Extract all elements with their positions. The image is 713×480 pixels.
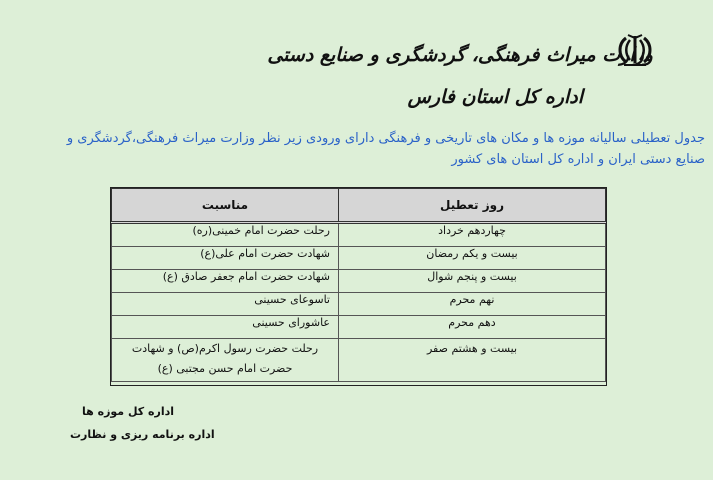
holiday-date-cell: بیست و یکم رمضان — [339, 247, 606, 270]
occasion-cell: رحلت حضرت امام خمینی(ره) — [112, 223, 339, 247]
signature-museums-directorate: اداره کل موزه ها — [82, 405, 175, 418]
occasion-cell: شهادت حضرت امام علی(ع) — [112, 247, 339, 270]
holiday-table — [111, 188, 606, 382]
table-caption: جدول تعطیلی سالیانه موزه ها و مکان های تاریخی و فرهنگی دارای ورودی زیر نظر وزارت میراث فرهنگی،گردشگری و صنایع دستی ایران و اداره کل استان های کشور — [66, 131, 705, 167]
header-holiday-date: روز تعطیل — [339, 189, 606, 223]
signature-planning-office: اداره برنامه ریزی و نظارت — [70, 428, 215, 441]
holiday-date-cell: بیست و هشتم صفر — [339, 339, 606, 382]
occasion-cell: عاشورای حسینی — [112, 316, 339, 339]
holiday-date-cell: چهاردهم خرداد — [339, 223, 606, 247]
holiday-date-cell: دهم محرم — [339, 316, 606, 339]
table-header-row — [112, 189, 606, 223]
table-row — [112, 339, 606, 382]
occasion-cell: تاسوعای حسینی — [112, 293, 339, 316]
directorate-title: اداره کل استان فارس — [407, 86, 583, 108]
holiday-date-cell: بیست و پنجم شوال — [339, 270, 606, 293]
holiday-table-frame — [110, 187, 607, 386]
holiday-date-cell: نهم محرم — [339, 293, 606, 316]
table-row — [112, 270, 606, 293]
header-occasion: مناسبت — [112, 189, 339, 223]
table-row — [112, 223, 606, 247]
table-row — [112, 316, 606, 339]
occasion-cell: شهادت حضرت امام جعفر صادق (ع) — [112, 270, 339, 293]
occasion-cell: رحلت حضرت رسول اکرم(ص) و شهادت حضرت امام حسن مجتبی (ع) — [112, 339, 339, 382]
ministry-title: وزارت میراث فرهنگی، گردشگری و صنایع دستی — [267, 44, 653, 66]
table-row — [112, 293, 606, 316]
table-row — [112, 247, 606, 270]
